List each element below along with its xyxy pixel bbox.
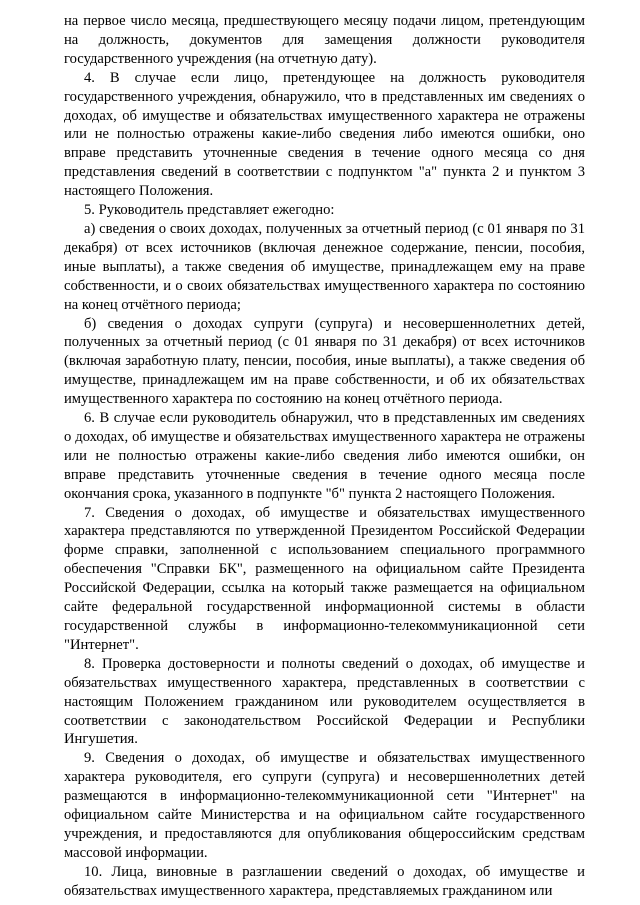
paragraph-item-4: 4. В случае если лицо, претендующее на должность руководителя государственного учреждения, обнаружило, что в представленных им сведениях о доходах, об имуществе и обязательствах имущественного характера не отражены или не полностью отражены какие-либо сведения либо имеются ошибки, оно вправе представить уточненные сведения в течение одного месяца со дня представления сведений в соответствии с подпунктом "а" пункта 2 и пунктом 3 настоящего Положения. [64,69,585,200]
paragraph-subitem-b: б) сведения о доходах супруги (супруга) и несовершеннолетних детей, полученных за отчетный период (с 01 января по 31 декабря) от всех источников (включая заработную плату, пенсии, пособия, иные выплаты), а также сведения об имуществе, принадлежащем им на праве собственности, и об их обязательствах имущественного характера по состоянию на конец отчётного периода. [64,315,585,408]
paragraph-item-7: 7. Сведения о доходах, об имуществе и обязательствах имущественного характера представляются по утвержденной Президентом Российской Федерации форме справки, заполненной с использованием специального программного обеспечения "Справки БК", размещенного на официальном сайте Президента Российской Федерации, ссылка на который также размещается на официальном сайте федеральной государственной информационной системы в области государственной службы в информационно-телекоммуникационной сети "Интернет". [64,504,585,653]
paragraph-item-10: 10. Лица, виновные в разглашении сведений о доходах, об имуществе и обязательствах имущественного характера, представляемых гражданином или [64,863,585,899]
paragraph-subitem-a: а) сведения о своих доходах, полученных за отчетный период (с 01 января по 31 декабря) от всех источников (включая денежное содержание, пенсии, пособия, иные выплаты), а также сведения об имуществе, принадлежащем ему на праве собственности, и о своих обязательствах имущественного характера по состоянию на конец отчётного периода; [64,220,585,313]
paragraph-continuation: на первое число месяца, предшествующего месяцу подачи лицом, претендующим на должность, документов для замещения должности руководителя государственного учреждения (на отчетную дату). [64,13,585,67]
paragraph-item-5: 5. Руководитель представляет ежегодно: [84,202,335,219]
paragraph-item-8: 8. Проверка достоверности и полноты сведений о доходах, об имуществе и обязательствах имущественного характера, представленных в соответствии с настоящим Положением гражданином или руководителем осуществляется в соответствии с законодательством Российской Федерации и Республики Ингушетия. [64,655,585,748]
paragraph-item-9: 9. Сведения о доходах, об имуществе и обязательствах имущественного характера руководителя, его супруги (супруга) и несовершеннолетних детей размещаются в информационно-телекоммуникационной сети "Интернет" на официальном сайте Министерства и на официальном сайте государственного учреждения, и предоставляются для опубликования общероссийским средствам массовой информации. [64,750,585,861]
paragraph-item-6: 6. В случае если руководитель обнаружил, что в представленных им сведениях о доходах, об имуществе и обязательствах имущественного характера не отражены или не полностью отражены какие-либо сведения либо имеются ошибки, он вправе представить уточненные сведения в течение одного месяца после окончания срока, указанного в подпункте "б" пункта 2 настоящего Положения. [64,410,585,502]
